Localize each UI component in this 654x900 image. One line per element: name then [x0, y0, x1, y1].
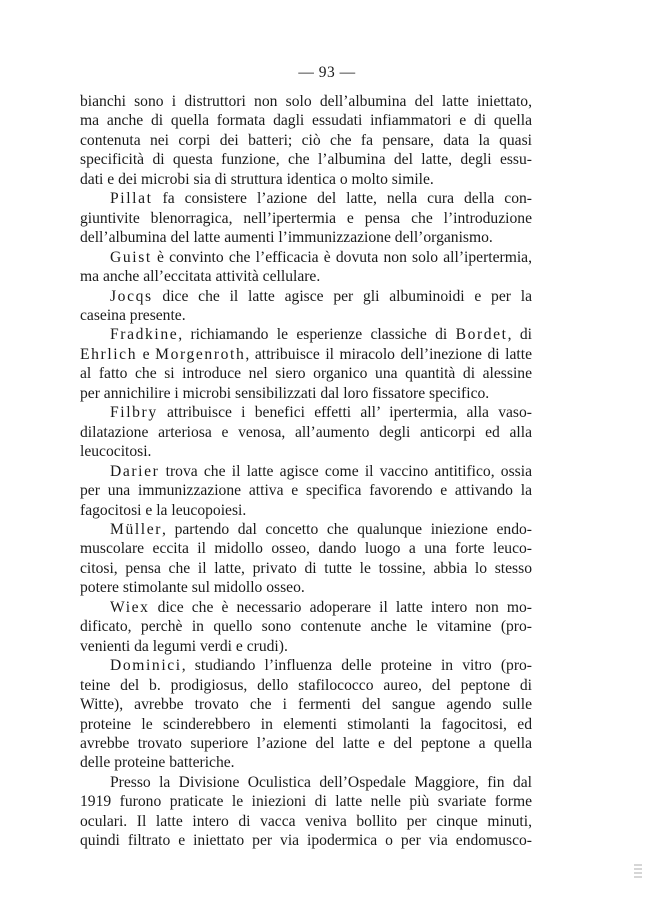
text-line: specificità di questa funzione, che l’albumina del latte, degli essu-	[80, 151, 532, 169]
text-line: bianchi sono i distruttori non solo dell’albumina del latte iniettato,	[80, 93, 532, 110]
text-line: giuntivite blenorragica, nell’ipertermia e pensa che l’introduzione	[80, 209, 532, 227]
text-line: proteine le scinderebbero in elementi stimolanti la fagocitosi, ed	[80, 715, 532, 733]
text-line: quindi filtrato e iniettato per via ipodermica o per via endomusco-	[80, 832, 532, 850]
paragraph	[80, 520, 532, 598]
author-name: Ehrlich	[80, 345, 138, 363]
text-line: per una immunizzazione attiva e specifica favorendo e attivando la	[80, 482, 532, 500]
paragraph	[80, 189, 532, 247]
author-name: Müller	[110, 520, 163, 538]
paragraph	[80, 403, 532, 461]
text-line: potere stimolante sul midollo osseo.	[80, 579, 305, 597]
text-line: Dominici, studiando l’influenza delle proteine in vitro (pro-	[110, 657, 532, 675]
paragraph	[80, 656, 532, 773]
paragraph	[80, 462, 532, 520]
text-line: Fradkine, richiamando le esperienze classiche di Bordet, di	[110, 326, 532, 344]
paragraph	[80, 598, 532, 656]
author-name: Darier	[110, 462, 160, 480]
text-line: leucocitosi.	[80, 443, 152, 461]
paragraph	[80, 325, 532, 403]
text-line: caseina presente.	[80, 306, 186, 324]
text-line: contenuta nei corpi dei batteri; ciò che fa pensare, data la quasi	[80, 131, 532, 149]
text-line: per annichilire i microbi sensibilizzati dal loro fissatore specifico.	[80, 384, 490, 402]
text-line: fagocitosi e la leucopoiesi.	[80, 501, 247, 519]
author-name: Dominici	[110, 657, 182, 675]
text-line: Müller, partendo dal concetto che qualunque iniezione endo-	[110, 520, 532, 538]
text-line: Jocqs dice che il latte agisce per gli albuminoidi e per la	[110, 287, 532, 305]
text-line: Wiex dice che è necessario adoperare il latte intero non mo-	[110, 598, 532, 616]
author-name: Bordet	[455, 326, 508, 344]
text-line: Witte), avrebbe trovato che i fermenti del sangue agendo sulle	[80, 696, 532, 714]
text-line: Guist è convinto che l’efficacia è dovuta non solo all’ipertermia,	[110, 248, 532, 266]
text-line: Ehrlich e Morgenroth, attribuisce il miracolo dell’inezione di latte	[80, 345, 532, 363]
author-name: Wiex	[110, 598, 150, 616]
text-line: citosi, pensa che il latte, privato di tutte le tossine, abbia lo stesso	[80, 559, 532, 577]
text-line: dell’albumina del latte aumenti l’immunizzazione dell’organismo.	[80, 229, 493, 247]
author-name: Fradkine	[110, 326, 179, 344]
text-line: ma anche di quella formata dagli essudati infiammatori e di quella	[80, 112, 532, 130]
author-name: Morgenroth	[155, 345, 246, 363]
text-line: venienti da legumi verdi e crudi).	[80, 637, 288, 655]
text-line: ma anche all’eccitata attività cellulare.	[80, 268, 321, 286]
paragraph	[80, 248, 532, 287]
text-line: dilatazione arteriosa e venosa, all’aumento degli anticorpi ed alla	[80, 423, 532, 441]
body-text	[80, 92, 532, 851]
text-line: teine del b. prodigiosus, dello stafilococco aureo, del peptone di	[80, 676, 532, 694]
author-name: Guist	[110, 248, 152, 266]
paragraph	[80, 287, 532, 326]
author-name: Filbry	[110, 404, 158, 422]
text-line: Presso la Divisione Oculistica dell’Ospedale Maggiore, fin dal	[110, 773, 532, 791]
text-line: delle proteine batteriche.	[80, 754, 235, 772]
text-line: dificato, perchè in quello sono contenute anche le vitamine (pro-	[80, 618, 532, 636]
text-line: Filbry attribuisce i benefici effetti all’ ipertermia, alla vaso-	[110, 404, 532, 422]
text-line: Pillat fa consistere l’azione del latte, nella cura della con-	[110, 190, 532, 208]
paragraph	[80, 92, 532, 189]
text-line: dati e dei microbi sia di struttura identica o molto simile.	[80, 170, 434, 188]
text-line: oculari. Il latte intero di vacca veniva bollito per cinque minuti,	[80, 812, 532, 830]
text-line: avrebbe trovato superiore l’azione del latte e del peptone a quella	[80, 734, 532, 752]
author-name: Pillat	[110, 190, 153, 208]
text-line: al fatto che si introduce nel siero organico una quantità di alessine	[80, 365, 532, 383]
scan-mark	[630, 862, 646, 888]
text-line: muscolare eccita il midollo osseo, dando luogo a una forte leuco-	[80, 540, 532, 558]
text-line: 1919 furono praticate le iniezioni di latte nelle più svariate forme	[80, 793, 532, 811]
page-number: — 93 —	[298, 64, 356, 81]
paragraph	[80, 773, 532, 851]
author-name: Jocqs	[110, 287, 153, 305]
text-line: Darier trova che il latte agisce come il vaccino antitifico, ossia	[110, 462, 532, 480]
